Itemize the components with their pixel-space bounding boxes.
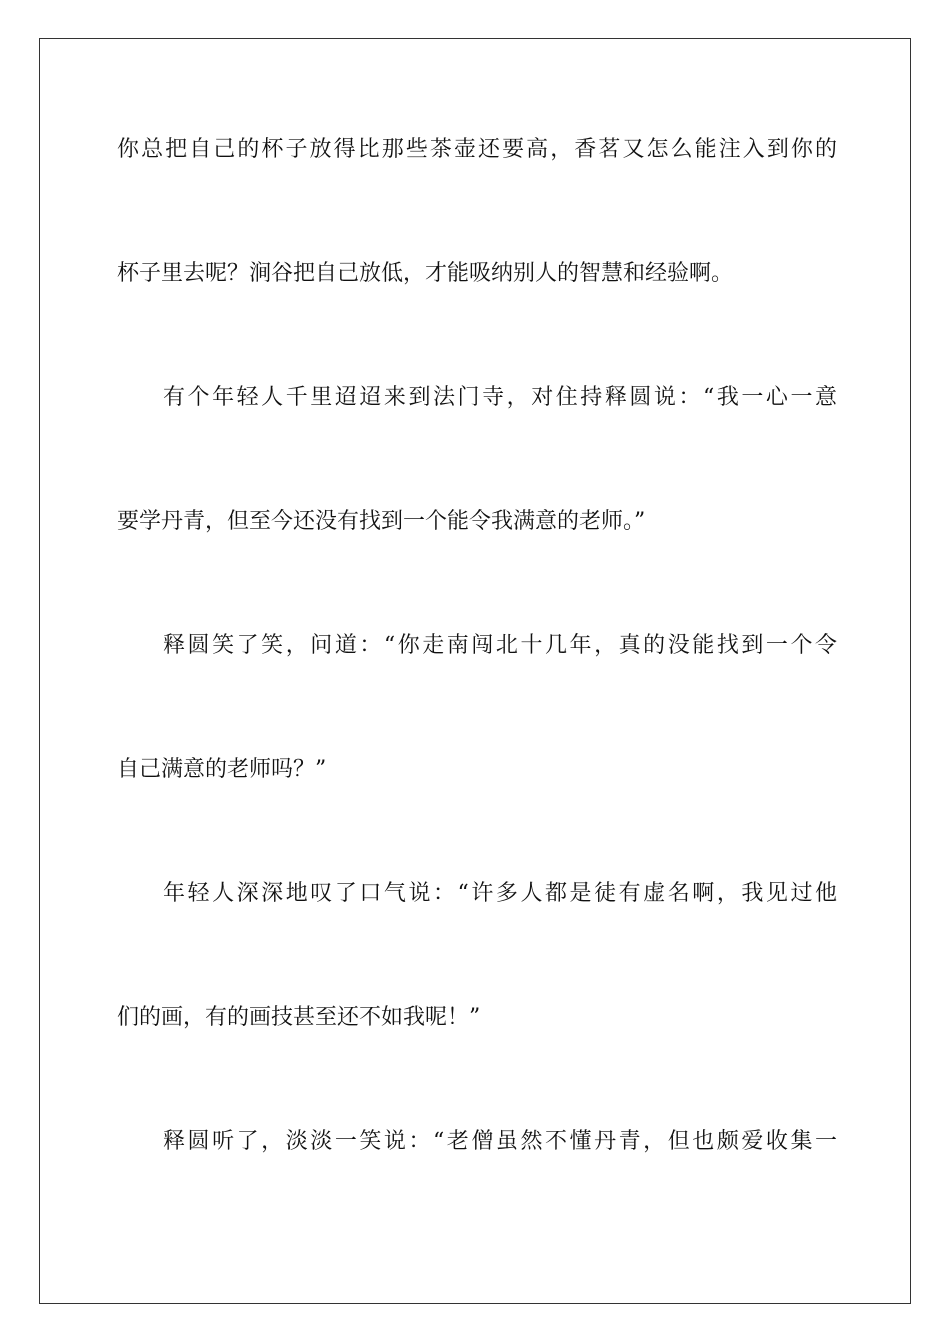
text-line: 要学丹青，但至今还没有找到一个能令我满意的老师。” — [117, 509, 646, 534]
paragraph-line: 释圆听了，淡淡一笑说：“老僧虽然不懂丹青，但也颇爱收集一 — [163, 1129, 837, 1154]
text-line: 杯子里去呢？涧谷把自己放低，才能吸纳别人的智慧和经验啊。 — [117, 261, 734, 286]
text-line: 们的画，有的画技甚至还不如我呢！” — [117, 1005, 481, 1030]
paragraph-line: 有个年轻人千里迢迢来到法门寺，对住持释圆说：“我一心一意 — [163, 385, 837, 410]
paragraph-line: 释圆笑了笑，问道：“你走南闯北十几年，真的没能找到一个令 — [163, 633, 837, 658]
text-line: 自己满意的老师吗？” — [117, 757, 327, 782]
page-border — [39, 38, 911, 1304]
paragraph-line: 年轻人深深地叹了口气说：“许多人都是徒有虚名啊，我见过他 — [163, 881, 837, 906]
text-line: 你总把自己的杯子放得比那些茶壶还要高，香茗又怎么能注入到你的 — [117, 137, 837, 162]
